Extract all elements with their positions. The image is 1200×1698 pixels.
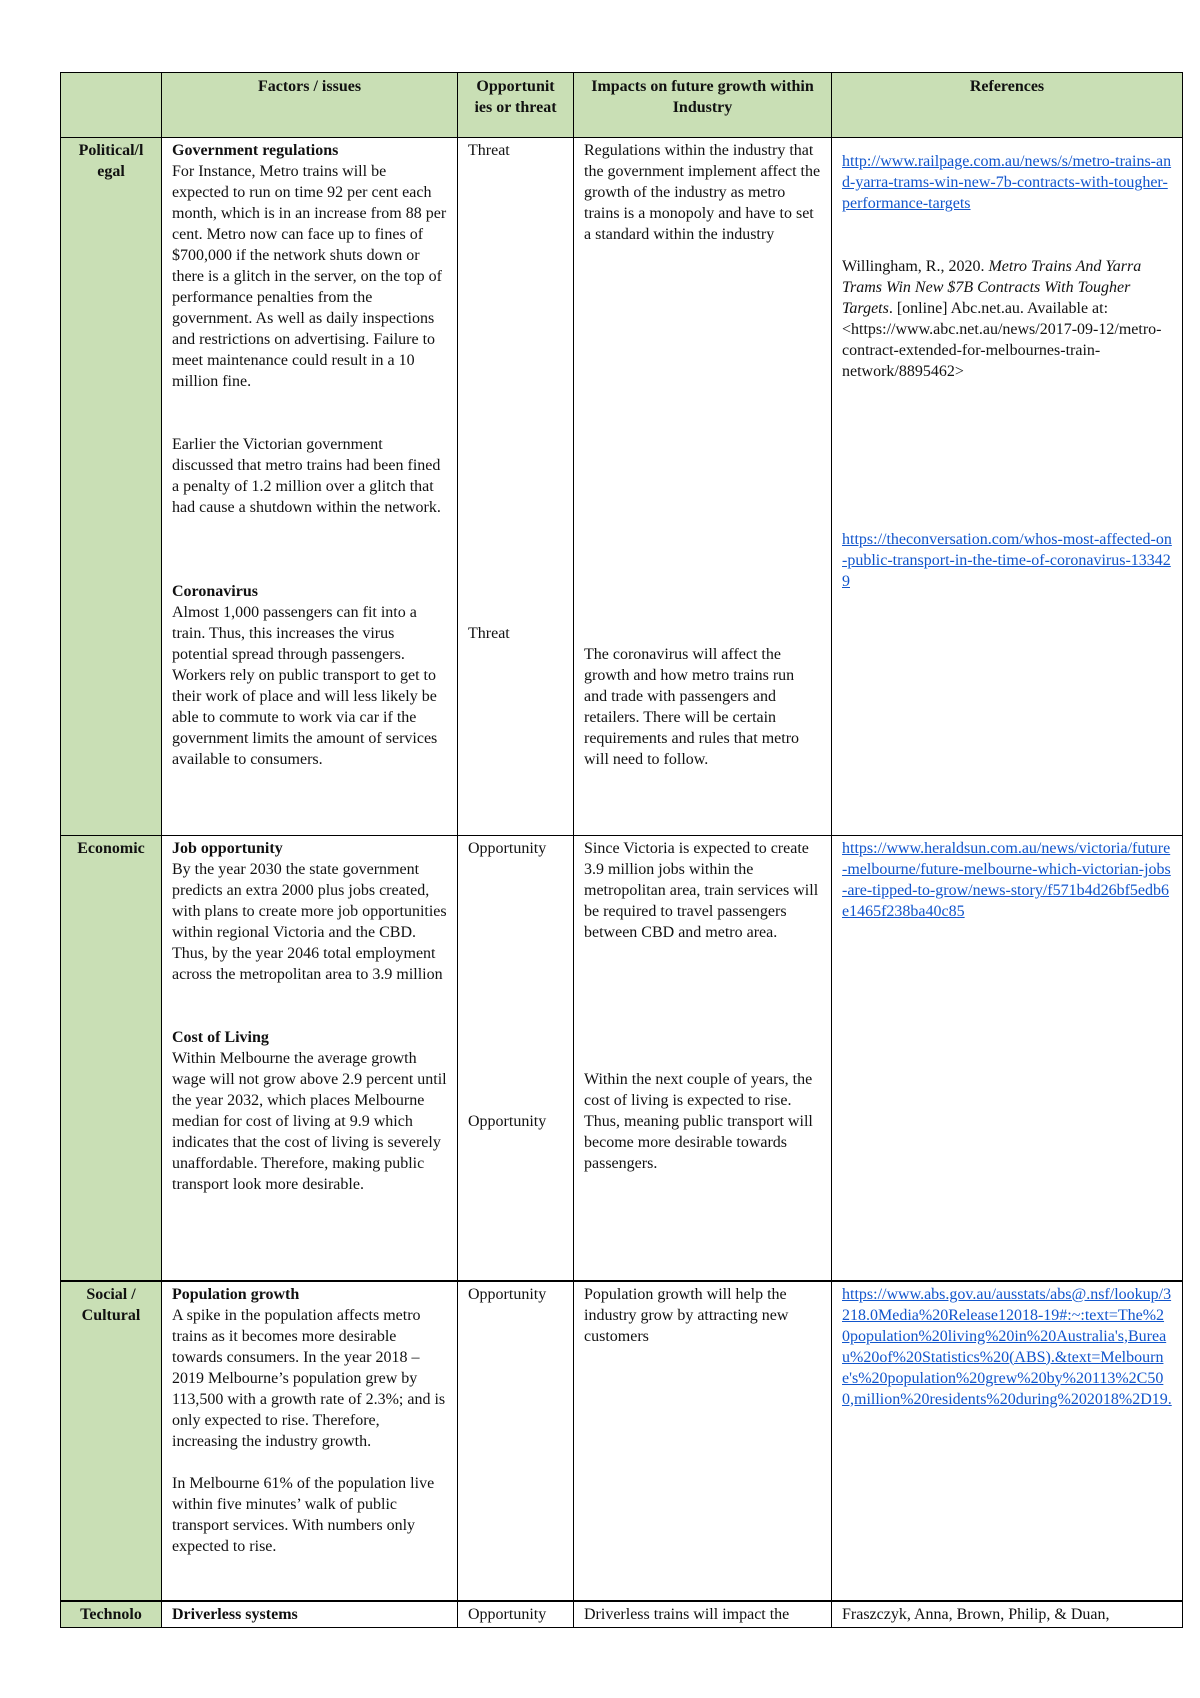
factors-political	[162, 138, 458, 836]
factor-title-cost-of-living: Cost of Living	[172, 1029, 269, 1046]
header-factors: Factors / issues	[162, 73, 458, 138]
reference-link[interactable]: https://theconversation.com/whos-most-affected-on-public-transport-in-the-time-of-coronavirus-133429	[842, 531, 1172, 590]
impacts-social	[574, 1281, 832, 1601]
factors-social	[162, 1281, 458, 1601]
type-social	[458, 1281, 574, 1601]
factors-economic	[162, 836, 458, 1281]
impacts-economic	[574, 836, 832, 1281]
header-references: References	[832, 73, 1183, 138]
table-header-row	[61, 73, 1183, 138]
factor-title-driverless-systems: Driverless systems	[162, 1601, 458, 1628]
reference-link[interactable]: http://www.railpage.com.au/news/s/metro-trains-and-yarra-trams-win-new-7b-contracts-with-tougher-performance-targets	[842, 153, 1172, 212]
type-label: Opportunity	[468, 840, 547, 857]
category-technology: Technolo	[61, 1601, 162, 1628]
table-row-economic	[61, 836, 1183, 1281]
pest-analysis-table	[60, 72, 1183, 1628]
reference-citation: Fraszczyk, Anna, Brown, Philip, & Duan,	[832, 1601, 1183, 1628]
references-social	[832, 1281, 1183, 1601]
factor-text: For Instance, Metro trains will be expected to run on time 92 per cent each month, which is in an increase from 88 per cent. Metro now can face up to fines of $700,000 if the network shuts down or there is a glitch in the server, on the top of performance penalties from the government. As well as daily inspections and restrictions on advertising. Failure to meet maintenance could result in a 10 million fine.	[172, 163, 447, 390]
table-row-social	[61, 1281, 1183, 1601]
impact-text: Regulations within the industry that the government implement affect the growth of the industry as metro trains is a monopoly and have to set a standard within the industry	[584, 142, 821, 243]
type-political	[458, 138, 574, 836]
impacts-political	[574, 138, 832, 836]
type-label: Threat	[468, 142, 510, 159]
document-page	[60, 72, 1182, 1628]
header-blank-cell	[61, 73, 162, 138]
factor-text: A spike in the population affects metro trains as it becomes more desirable towards consumers. In the year 2018 – 2019 Melbourne’s population grew by 113,500 with a growth rate of 2.3%; and is only expected to rise. Therefore, increasing the industry growth.	[172, 1306, 446, 1450]
category-economic: Economic	[61, 836, 162, 1281]
references-economic	[832, 836, 1183, 1281]
factor-text: In Melbourne 61% of the population live within five minutes’ walk of public transport services. With numbers only expected to rise.	[172, 1474, 435, 1555]
table-row-technology	[61, 1601, 1183, 1628]
factor-text: Almost 1,000 passengers can fit into a train. Thus, this increases the virus potential spread through passengers. Workers rely on public transport to get to their work of place and will less likely be able to commute to work via car if the government limits the amount of services available to consumers.	[172, 604, 438, 768]
table-row-political	[61, 138, 1183, 836]
factor-text: By the year 2030 the state government predicts an extra 2000 plus jobs created, with plans to create more job opportunities within regional Victoria and the CBD. Thus, by the year 2046 total employment across the metropolitan area to 3.9 million	[172, 861, 447, 983]
impact-text: Driverless trains will impact the	[574, 1601, 832, 1628]
category-political: Political/l egal	[61, 138, 162, 836]
factor-text: Earlier the Victorian government discussed that metro trains had been fined a penalty of 1.2 million over a glitch that had cause a shutdown within the network.	[172, 436, 441, 516]
impact-text: The coronavirus will affect the growth and how metro trains run and trade with passengers and retailers. There will be certain requirements and rules that metro will need to follow.	[584, 646, 800, 768]
reference-link[interactable]: https://www.abs.gov.au/ausstats/abs@.nsf/lookup/3218.0Media%20Release12018-19#:~:text=The%20population%20living%20in%20Australia's,Bureau%20of%20Statistics%20(ABS).&text=Melbourne's%20population%20grew%20by%20113%2C500,million%20residents%20during%202018%2D19.	[842, 1285, 1172, 1408]
reference-citation: Willingham, R., 2020. Metro Trains And Yarra Trams Win New $7B Contracts With Tougher Targets. [online] Abc.net.au. Available at: <https://www.abc.net.au/news/2017-09-12/metro-contract-extended-for-melbournes-train-network/8895462>	[842, 258, 1162, 380]
factor-title-population-growth: Population growth	[172, 1285, 300, 1303]
references-political	[832, 138, 1183, 836]
type-label: Opportunity	[468, 1285, 547, 1303]
type-economic	[458, 836, 574, 1281]
factor-title-coronavirus: Coronavirus	[172, 583, 258, 600]
header-impacts: Impacts on future growth within Industry	[574, 73, 832, 138]
factor-title-government-regulations: Government regulations	[172, 142, 339, 159]
impact-text: Since Victoria is expected to create 3.9 million jobs within the metropolitan area, train services will be required to travel passengers between CBD and metro area.	[584, 840, 819, 941]
header-opportunity-threat: Opportunit ies or threat	[458, 73, 574, 138]
impact-text: Population growth will help the industry grow by attracting new customers	[584, 1285, 789, 1345]
reference-link[interactable]: https://www.heraldsun.com.au/news/victoria/future-melbourne/future-melbourne-which-victorian-jobs-are-tipped-to-grow/news-story/f571b4d26bf5edb6e1465f238ba40c85	[842, 840, 1171, 920]
category-social: Social / Cultural	[61, 1281, 162, 1601]
factor-text: Within Melbourne the average growth wage will not grow above 2.9 percent until the year 2032, which places Melbourne median for cost of living at 9.9 which indicates that the cost of living is severely unaffordable. Therefore, making public transport look more desirable.	[172, 1050, 447, 1193]
type-label: Opportunity	[468, 1113, 547, 1130]
impact-text: Within the next couple of years, the cost of living is expected to rise. Thus, meaning public transport will become more desirable towards passengers.	[584, 1071, 813, 1172]
type-label: Threat	[468, 625, 510, 642]
factor-title-job-opportunity: Job opportunity	[172, 840, 283, 857]
type-label: Opportunity	[458, 1601, 574, 1628]
